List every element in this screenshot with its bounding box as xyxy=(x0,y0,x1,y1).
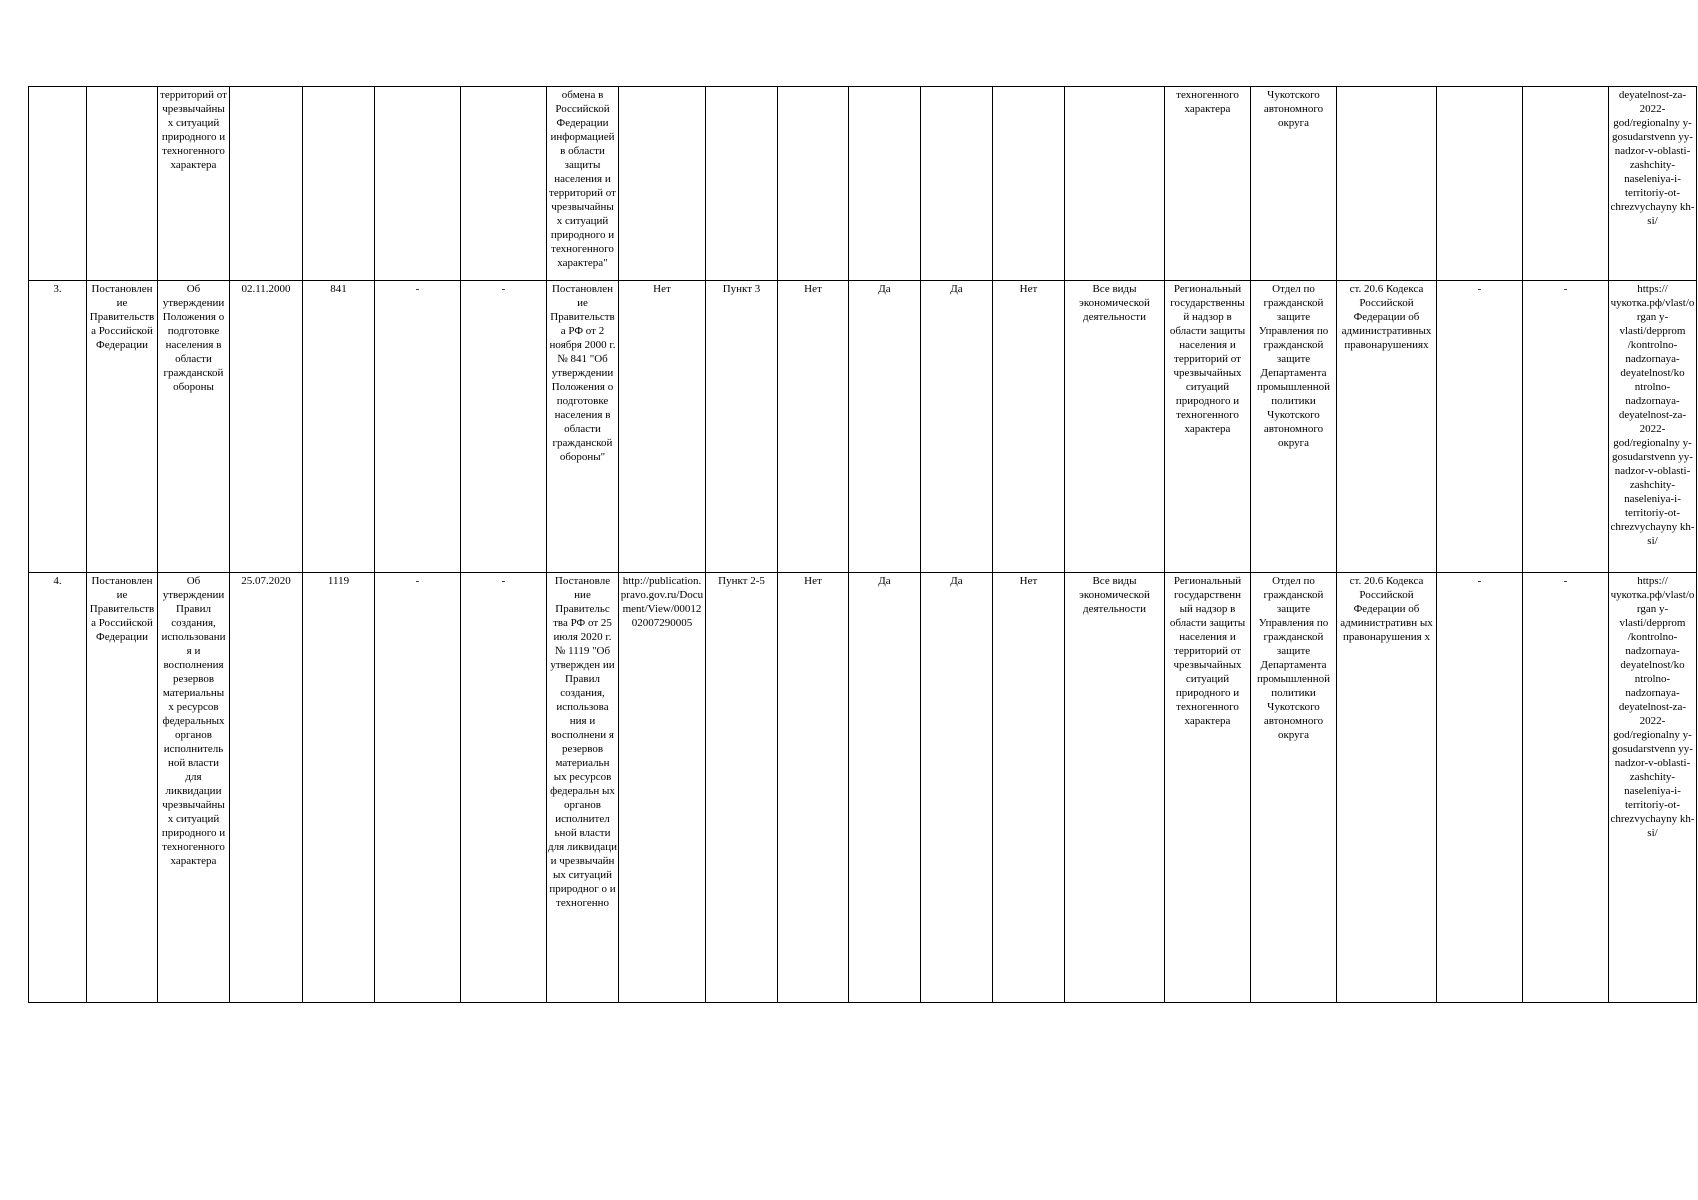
cell-col20: - xyxy=(1523,573,1609,1003)
cell-col11: Нет xyxy=(778,573,849,1003)
doc-type: Постановлен ие Правительств а Российской Федерации xyxy=(87,281,158,573)
activity-type xyxy=(1065,87,1165,281)
source-url: deyatelnost-za-2022-god/regionalny y-gosudarstvenn yy-nadzor-v-oblasti-zashchity-naseleniya-i-territoriy-ot-chrezvychayny kh-si/ xyxy=(1609,87,1697,281)
table-row xyxy=(29,87,1697,281)
cell-col13 xyxy=(921,87,993,281)
doc-date xyxy=(230,87,303,281)
cell-col6: - xyxy=(375,573,461,1003)
activity-type: Все виды экономической деятельности xyxy=(1065,281,1165,573)
doc-full-name: Постановлен ие Правительств а РФ от 2 ноября 2000 г. № 841 "Об утверждении Положения о подготовке населения в области гражданской обороны" xyxy=(547,281,619,573)
row-number xyxy=(29,87,87,281)
cell-col19: - xyxy=(1437,281,1523,573)
activity-type: Все виды экономической деятельности xyxy=(1065,573,1165,1003)
source-url: https://чукотка.рф/vlast/organ y-vlasti/depprom /kontrolno-nadzornaya-deyatelnost/ko ntrolno-nadzornaya-deyatelnost-za-2022-god/regionalny y-gosudarstvenn yy-nadzor-v-oblasti-zashchity-naseleniya-i-territoriy-ot-chrezvychayny kh-si/ xyxy=(1609,281,1697,573)
structural-units: Пункт 3 xyxy=(706,281,778,573)
cell-col14 xyxy=(993,87,1065,281)
row-number: 3. xyxy=(29,281,87,573)
doc-date: 25.07.2020 xyxy=(230,573,303,1003)
control-type: Региональный государственны й надзор в области защиты населения и территорий от чрезвычайных ситуаций природного и техногенного характера xyxy=(1165,281,1251,573)
doc-full-name: Постановле ние Правительс тва РФ от 25 июля 2020 г. № 1119 "Об утвержден ии Правил создания, использова ния и восполнени я резервов материальн ых ресурсов федеральн ых органов исполнител ьной власти для ликвидаци и чрезвычайн ых ситуаций природног о и техногенно xyxy=(547,573,619,1003)
cell-col7: - xyxy=(461,573,547,1003)
doc-link[interactable]: http://publication.pravo.gov.ru/Document/View/0001202007290005 xyxy=(619,573,706,1003)
control-body: Чукотского автономного округа xyxy=(1251,87,1337,281)
table-row xyxy=(29,281,1697,573)
doc-name: Об утверждении Правил создания, использовани я и восполнения резервов материальны х ресурсов федеральных органов исполнитель ной власти для ликвидации чрезвычайны х ситуаций природного и техногенного характера xyxy=(158,573,230,1003)
structural-units xyxy=(706,87,778,281)
cell-col11: Нет xyxy=(778,281,849,573)
doc-link xyxy=(619,87,706,281)
cell-col12 xyxy=(849,87,921,281)
cell-col19 xyxy=(1437,87,1523,281)
control-type: техногенного характера xyxy=(1165,87,1251,281)
cell-col6: - xyxy=(375,281,461,573)
cell-col7: - xyxy=(461,281,547,573)
liability: ст. 20.6 Кодекса Российской Федерации об административных правонарушениях xyxy=(1337,281,1437,573)
cell-col12: Да xyxy=(849,573,921,1003)
cell-col20: - xyxy=(1523,281,1609,573)
doc-number xyxy=(303,87,375,281)
control-body: Отдел по гражданской защите Управления по гражданской защите Департамента промышленной политики Чукотского автономного округа xyxy=(1251,281,1337,573)
control-type: Региональный государственн ый надзор в области защиты населения и территорий от чрезвычайных ситуаций природного и техногенного характера xyxy=(1165,573,1251,1003)
doc-name: территорий от чрезвычайны х ситуаций природного и техногенного характера xyxy=(158,87,230,281)
doc-date: 02.11.2000 xyxy=(230,281,303,573)
cell-col14: Нет xyxy=(993,281,1065,573)
doc-number: 1119 xyxy=(303,573,375,1003)
row-number: 4. xyxy=(29,573,87,1003)
doc-number: 841 xyxy=(303,281,375,573)
cell-col20 xyxy=(1523,87,1609,281)
cell-col13: Да xyxy=(921,281,993,573)
doc-full-name: обмена в Российской Федерации информацией в области защиты населения и территорий от чрезвычайны х ситуаций природного и техногенного характера" xyxy=(547,87,619,281)
doc-type xyxy=(87,87,158,281)
requirements-table xyxy=(28,86,1697,1003)
liability xyxy=(1337,87,1437,281)
doc-name: Об утверждении Положения о подготовке населения в области гражданской обороны xyxy=(158,281,230,573)
doc-type: Постановлен ие Правительств а Российской Федерации xyxy=(87,573,158,1003)
table-row xyxy=(29,573,1697,1003)
doc-link: Нет xyxy=(619,281,706,573)
cell-col19: - xyxy=(1437,573,1523,1003)
cell-col7 xyxy=(461,87,547,281)
cell-col13: Да xyxy=(921,573,993,1003)
control-body: Отдел по гражданской защите Управления по гражданской защите Департамента промышленной политики Чукотского автономного округа xyxy=(1251,573,1337,1003)
structural-units: Пункт 2-5 xyxy=(706,573,778,1003)
source-url[interactable]: https://чукотка.рф/vlast/organ y-vlasti/depprom /kontrolno-nadzornaya-deyatelnost/ko ntrolno-nadzornaya-deyatelnost-za-2022-god/regionalny y-gosudarstvenn yy-nadzor-v-oblasti-zashchity-naseleniya-i-territoriy-ot-chrezvychayny kh-si/ xyxy=(1609,573,1697,1003)
cell-col11 xyxy=(778,87,849,281)
cell-col12: Да xyxy=(849,281,921,573)
cell-col14: Нет xyxy=(993,573,1065,1003)
liability: ст. 20.6 Кодекса Российской Федерации об административн ых правонарушения х xyxy=(1337,573,1437,1003)
cell-col6 xyxy=(375,87,461,281)
